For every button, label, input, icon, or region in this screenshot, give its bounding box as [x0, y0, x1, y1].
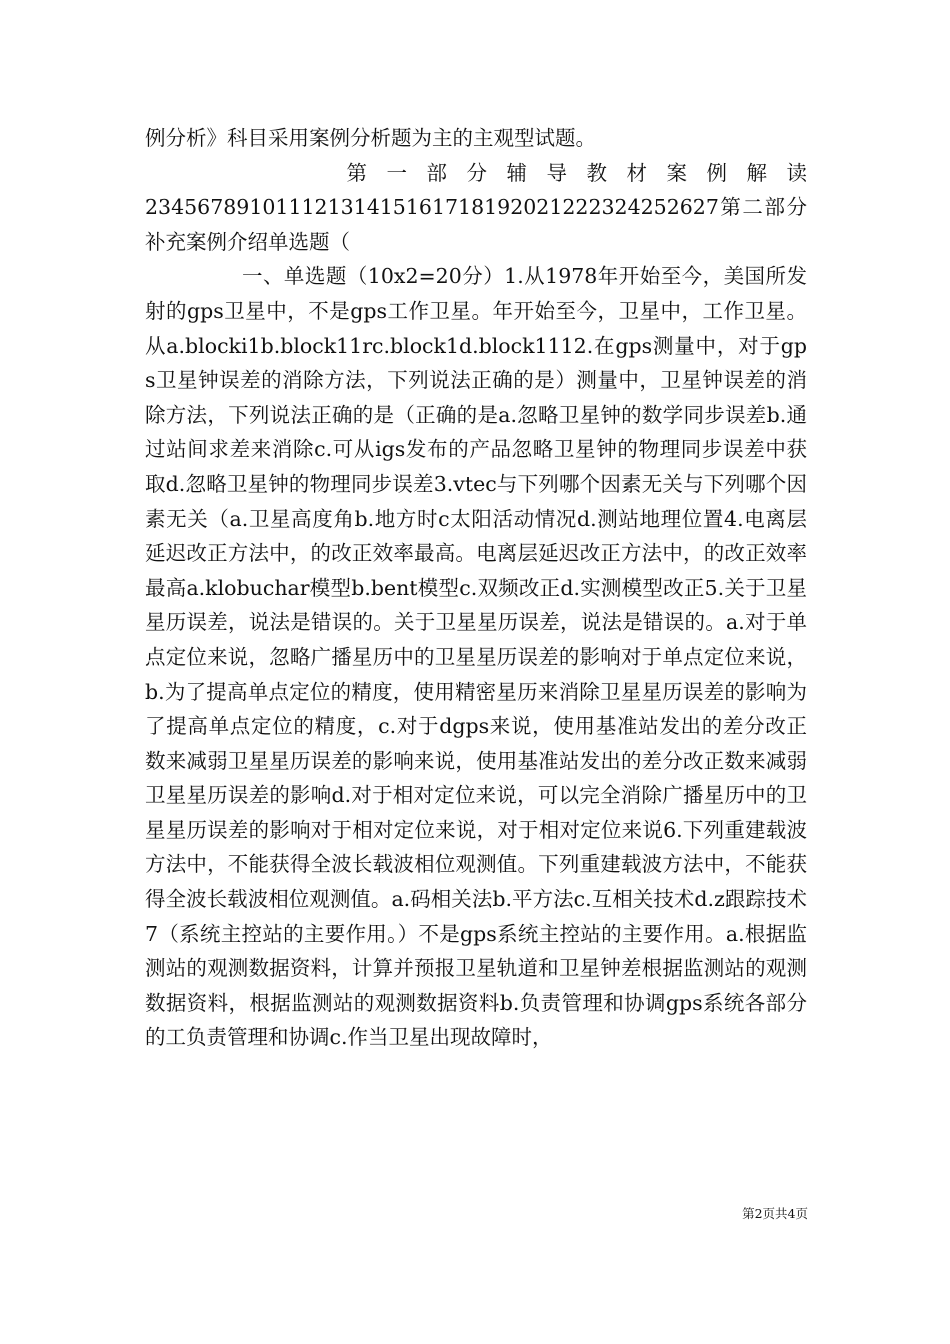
question-paragraph: 一、单选题（10x2=20分）1.从1978年开始至今，美国所发射的gps卫星中，不是gps工作卫星。年开始至今，卫星中，工作卫星。从a.blocki1b.block11rc.block1d.block1112.在gps测量中，对于gps卫星钟误差的消除方法，下列说法正确的是）测量中，卫星钟误差的消除方法，下列说法正确的是（正确的是a.忽略卫星钟的数学同步误差b.通过站间求差来消除c.可从igs发布的产品忽略卫星钟的物理同步误差中获取d.忽略卫星钟的物理同步误差3.vtec与下列哪个因素无关与下列哪个因素无关（a.卫星高度角b.地方时c太阳活动情况d.测站地理位置4.电离层延迟改正方法中，的改正效率最高。电离层延迟改正方法中，的改正效率最高a.klobuchar模型b.bent模型c.双频改正d.实测模型改正5.关于卫星星历误差，说法是错误的。关于卫星星历误差，说法是错误的。a.对于单点定位来说，忽略广播星历中的卫星星历误差的影响对于单点定位来说，b.为了提高单点定位的精度，使用精密星历来消除卫星星历误差的影响为了提高单点定位的精度，c.对于dgps来说，使用基准站发出的差分改正数来减弱卫星星历误差的影响来说，使用基准站发出的差分改正数来减弱卫星星历误差的影响d.对于相对定位来说，可以完全消除广播星历中的卫星星历误差的影响对于相对定位来说，对于相对定位来说6.下列重建载波方法中，不能获得全波长载波相位观测值。下列重建载波方法中，不能获得全波长载波相位观测值。a.码相关法b.平方法c.互相关技术d.z跟踪技术7（系统主控站的主要作用。）不是gps系统主控站的主要作用。a.根据监测站的观测数据资料，计算并预报卫星轨道和卫星钟差根据监测站的观测数据资料，根据监测站的观测数据资料b.负责管理和协调gps系统各部分的工负责管理和协调c.作当卫星出现故障时，: [145, 264, 807, 1050]
section-heading: 第一部分辅导教材案例解读: [346, 160, 827, 185]
page-number: 第2页共4页: [742, 1206, 808, 1221]
document-body: [145, 121, 827, 1055]
numbers-line: 2345678910111213141516171819202122232425262​7第二部分补充案例介绍单选题（: [145, 195, 807, 254]
intro-line: 例分析》科目采用案例分析题为主的主观型试题。: [145, 126, 596, 150]
